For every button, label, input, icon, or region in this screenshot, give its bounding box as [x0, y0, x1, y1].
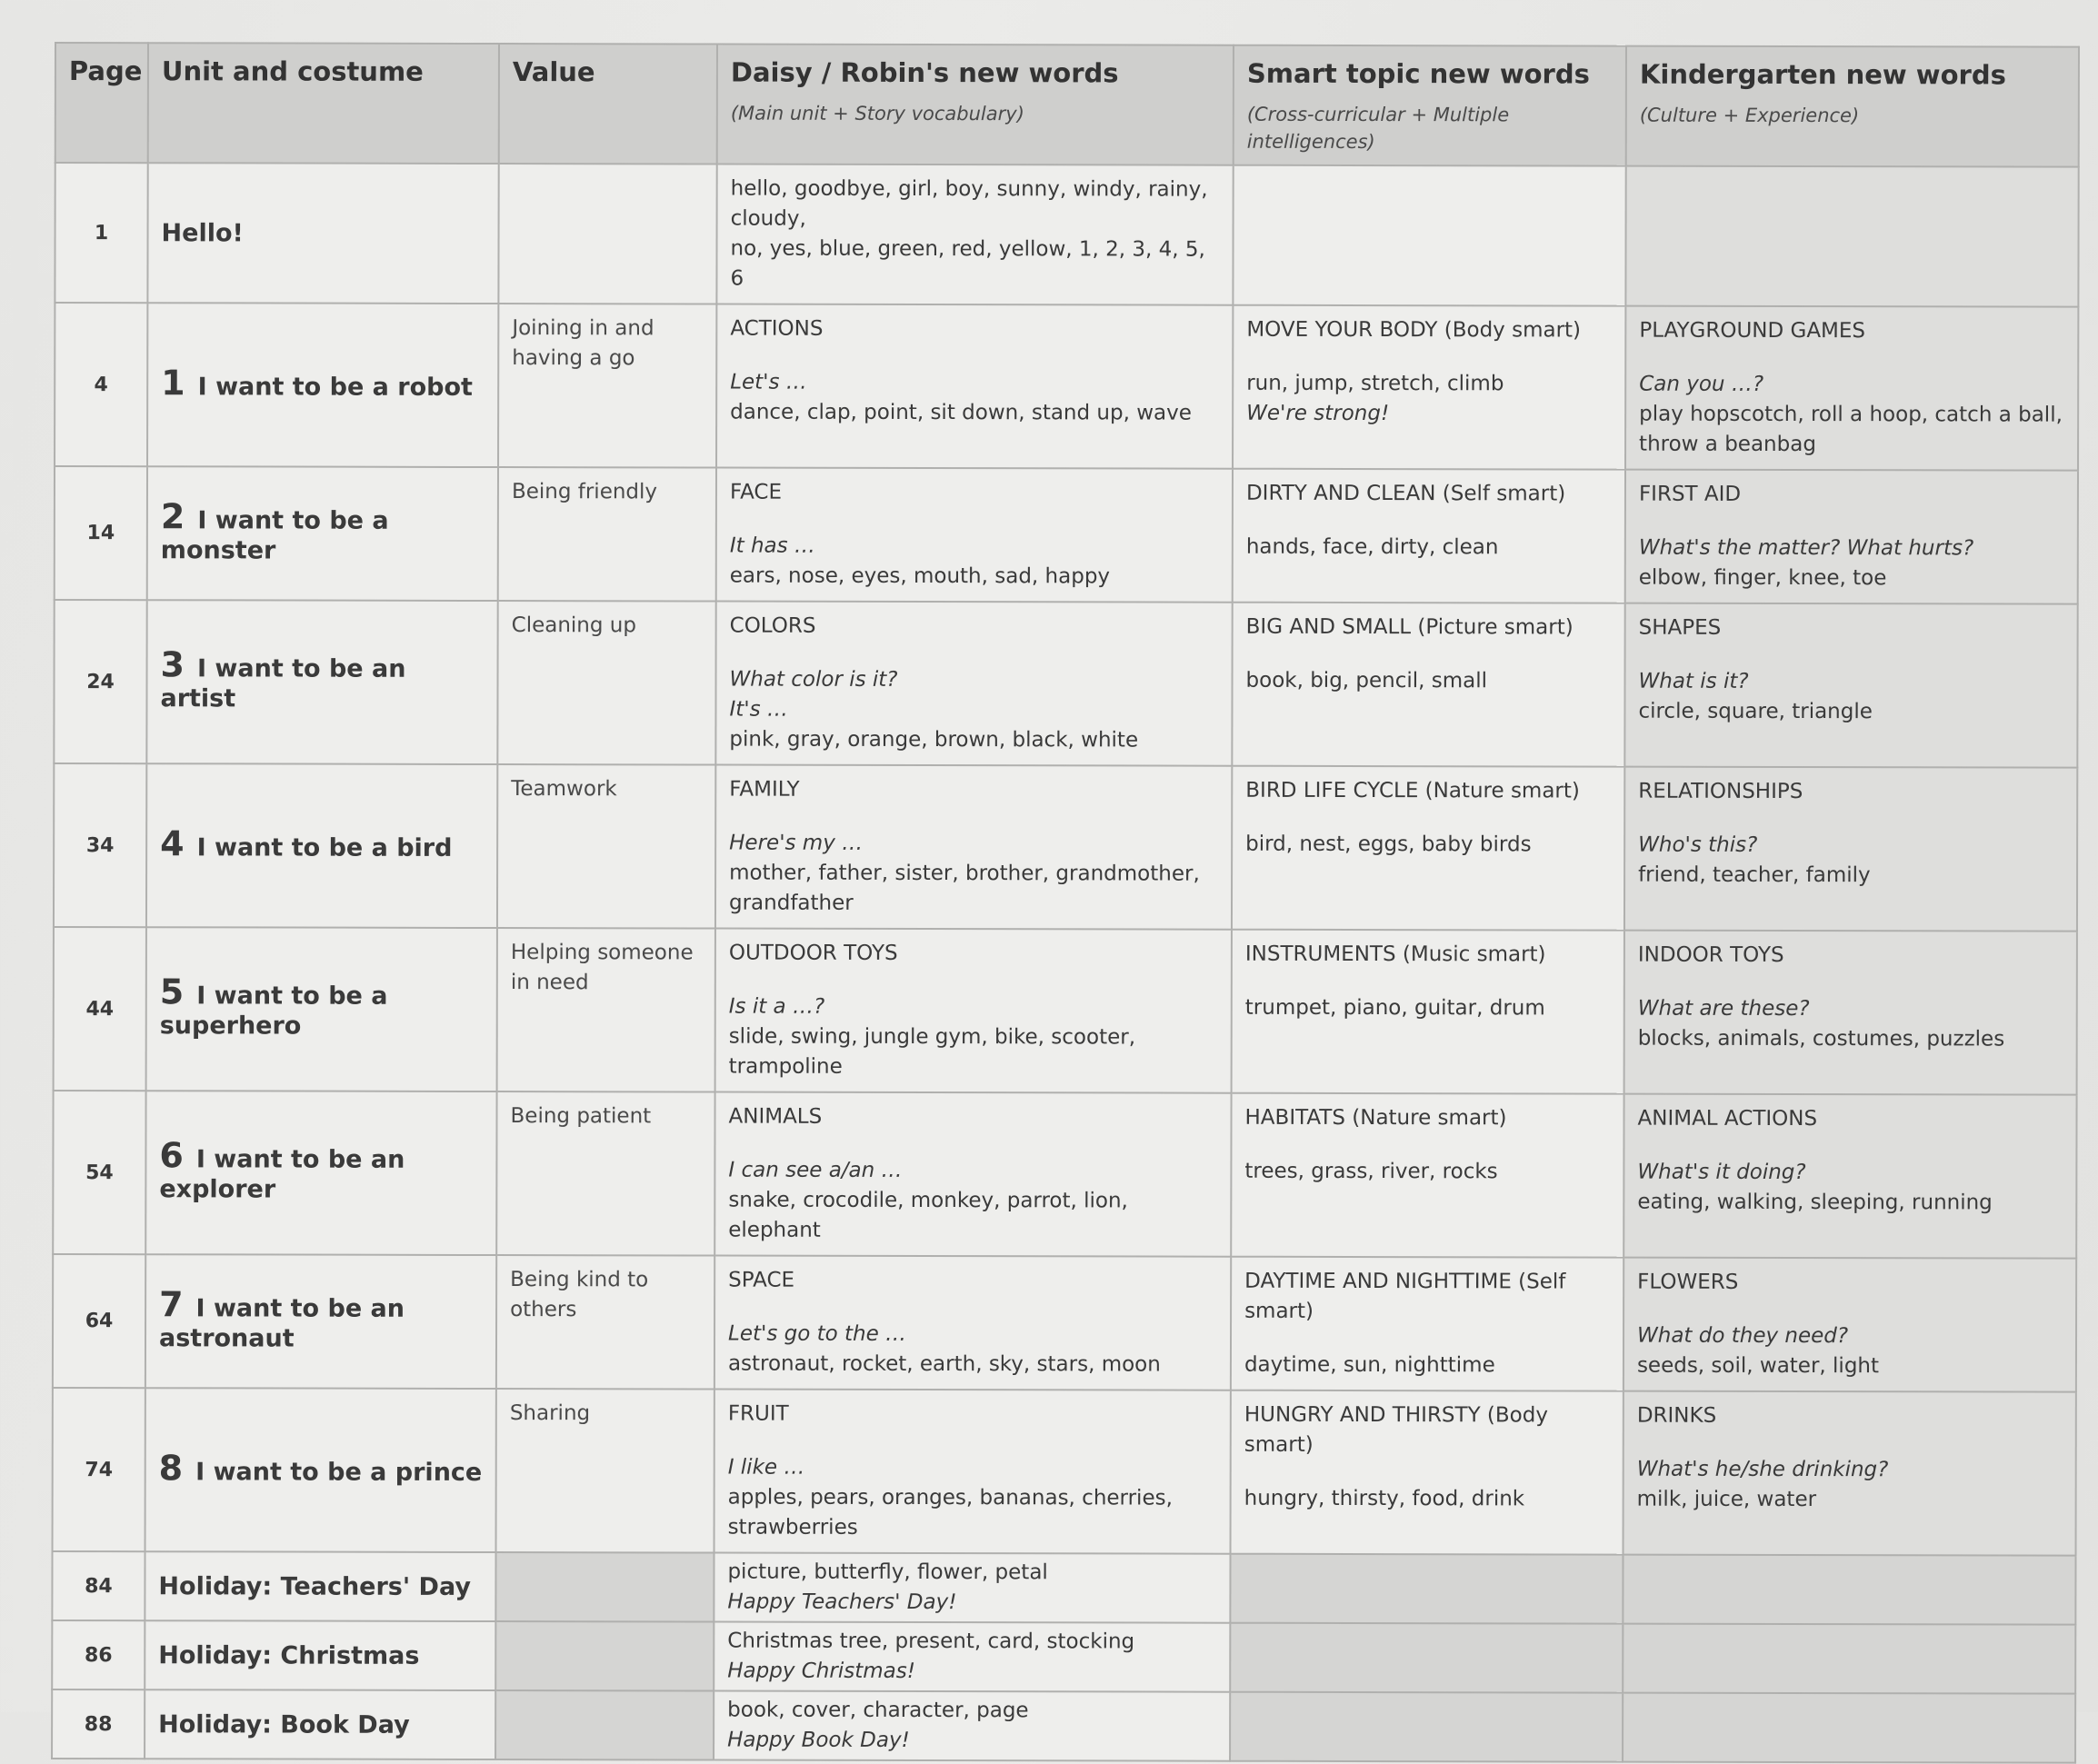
daisy-words-cont: grandfather [728, 891, 854, 915]
header-kinder-sub: (Culture + Experience) [1639, 104, 1860, 127]
daisy-words: hello, goodbye, girl, boy, sunny, windy, rainy, cloudy, [730, 176, 1208, 231]
page-number: 44 [54, 927, 146, 1091]
kinder-words: eating, walking, sleeping, running [1637, 1190, 1993, 1215]
kinder-cell [1625, 166, 2078, 307]
smart-cell [1230, 1692, 1623, 1762]
smart-cell [1233, 165, 1625, 306]
value-text: Teamwork [511, 777, 617, 802]
kinder-topic: FIRST AID [1638, 482, 1742, 506]
value-cell [497, 601, 715, 765]
daisy-words: Christmas tree, present, card, stocking [727, 1629, 1135, 1654]
kinder-words: friend, teacher, family [1638, 862, 1871, 888]
unit-number: 8 [158, 1447, 184, 1488]
smart-topic: HABITATS (Nature smart) [1244, 1105, 1507, 1131]
value-text: Being friendly [511, 480, 658, 504]
header-page [55, 43, 148, 163]
daisy-cell [714, 1092, 1231, 1257]
kinder-words: elbow, finger, knee, toe [1638, 565, 1887, 591]
table-row [54, 763, 2077, 932]
smart-cell [1232, 603, 1624, 767]
page-number: 86 [52, 1620, 145, 1689]
smart-words: run, jump, stretch, climb [1246, 371, 1504, 396]
daisy-phrase: What color is it? [729, 667, 898, 692]
value-cell [496, 1091, 714, 1256]
value-text-cont: having a go [512, 346, 635, 371]
table-row [55, 303, 2078, 471]
daisy-phrase: Let's go to the … [727, 1321, 907, 1346]
smart-cell [1230, 1623, 1623, 1693]
daisy-phrase: I can see a/an … [728, 1158, 903, 1182]
daisy-phrase: Happy Teachers' Day! [727, 1590, 957, 1615]
table-row [55, 466, 2078, 604]
daisy-words: slide, swing, jungle gym, bike, scooter, trampoline [728, 1024, 1136, 1079]
value-text: Being kind to others [510, 1268, 649, 1322]
smart-words: trees, grass, river, rocks [1244, 1159, 1498, 1184]
page-number: 14 [55, 466, 147, 600]
unit-number: 5 [159, 972, 185, 1012]
smart-topic: INSTRUMENTS (Music smart) [1244, 942, 1546, 967]
header-kinder-label: Kindergarten new words [1639, 58, 2006, 91]
unit-title [147, 163, 498, 304]
daisy-cell [714, 1553, 1230, 1623]
daisy-cell [714, 1390, 1231, 1554]
unit-title-text: I want to be an artist [160, 654, 406, 713]
smart-cell [1231, 1390, 1623, 1555]
table-row [52, 1551, 2075, 1625]
unit-title [147, 303, 498, 467]
kinder-words: play hopscotch, roll a hoop, catch a ball, [1639, 402, 2063, 427]
kinder-phrase: Who's this? [1638, 832, 1758, 857]
value-text-cont: in need [510, 971, 589, 995]
kinder-topic: PLAYGROUND GAMES [1639, 318, 1866, 344]
page-number: 4 [55, 303, 147, 466]
table-row [55, 163, 2078, 307]
daisy-phrase: Here's my … [729, 831, 864, 855]
value-cell [495, 1552, 714, 1622]
value-cell [497, 928, 715, 1092]
kinder-words-cont: throw a beanbag [1639, 432, 1816, 457]
daisy-cell [715, 765, 1232, 930]
kinder-cell [1624, 767, 2077, 932]
daisy-words: ears, nose, eyes, mouth, sad, happy [729, 563, 1111, 589]
header-smart-label: Smart topic new words [1246, 57, 1590, 90]
table-row [54, 600, 2077, 768]
value-cell [498, 164, 716, 304]
unit-title-text: I want to be a superhero [159, 982, 388, 1041]
daisy-words: pink, gray, orange, brown, black, white [729, 727, 1139, 752]
smart-words: daytime, sun, nighttime [1244, 1352, 1495, 1378]
kinder-topic: RELATIONSHIPS [1638, 779, 1803, 804]
value-text: Sharing [509, 1401, 591, 1426]
value-text: Joining in and [512, 316, 654, 341]
kinder-words: milk, juice, water [1636, 1487, 1817, 1512]
unit-title [145, 1620, 495, 1690]
kinder-phrase: What is it? [1638, 669, 1749, 693]
kinder-cell [1623, 1094, 2076, 1259]
smart-cell [1233, 469, 1625, 603]
header-unit [148, 43, 499, 164]
smart-cell [1231, 1093, 1623, 1258]
unit-title-text: I want to be a bird [196, 832, 453, 862]
header-smart-sub: (Cross-curricular + Multiple intelligences) [1246, 103, 1510, 154]
table-row [53, 1091, 2076, 1259]
value-cell [496, 1255, 714, 1390]
daisy-cell [714, 1622, 1230, 1692]
kinder-words: circle, square, triangle [1638, 699, 1873, 724]
daisy-topic: OUTDOOR TOYS [728, 941, 898, 965]
page-number: 84 [52, 1551, 145, 1620]
table-row [52, 1689, 2075, 1763]
table-row [52, 1620, 2075, 1694]
unit-title-text: Holiday: Teachers' Day [158, 1571, 472, 1601]
value-cell [497, 764, 715, 929]
unit-title [145, 1091, 496, 1255]
kinder-topic: INDOOR TOYS [1637, 942, 1784, 967]
page-number: 88 [52, 1689, 145, 1759]
unit-number: 7 [159, 1283, 184, 1324]
smart-topic: DIRTY AND CLEAN (Self smart) [1245, 481, 1566, 506]
daisy-words: astronaut, rocket, earth, sky, stars, moon [727, 1351, 1161, 1377]
daisy-topic: ANIMALS [728, 1104, 823, 1129]
smart-cell [1232, 930, 1624, 1094]
header-smart [1234, 45, 1626, 166]
header-page-label: Page [68, 55, 143, 87]
value-text: Helping someone [510, 941, 694, 965]
daisy-words: mother, father, sister, brother, grandmother, [729, 861, 1200, 886]
smart-words: trumpet, piano, guitar, drum [1244, 995, 1545, 1021]
daisy-topic: FRUIT [727, 1401, 789, 1426]
table-row [54, 927, 2077, 1095]
header-value-label: Value [512, 56, 595, 88]
unit-title [145, 1388, 496, 1552]
daisy-topic: ACTIONS [730, 316, 824, 341]
daisy-words: picture, butterfly, flower, petal [727, 1560, 1048, 1585]
smart-cell [1231, 1257, 1623, 1391]
daisy-cell [716, 468, 1233, 603]
smart-topic: HUNGRY AND THIRSTY (Body smart) [1244, 1402, 1549, 1457]
unit-title [145, 1551, 495, 1621]
unit-title [147, 466, 498, 601]
daisy-phrase: Happy Book Day! [727, 1728, 910, 1752]
unit-title-text: I want to be a robot [197, 372, 474, 402]
kinder-phrase: What's he/she drinking? [1636, 1457, 1889, 1482]
header-value [499, 44, 717, 164]
kinder-topic: FLOWERS [1637, 1270, 1739, 1294]
kinder-words: seeds, soil, water, light [1636, 1353, 1880, 1379]
daisy-words-cont: no, yes, blue, green, red, yellow, 1, 2, 3, 4, 5, 6 [730, 236, 1205, 291]
unit-number: 2 [160, 495, 185, 536]
daisy-phrase: I like … [727, 1455, 805, 1480]
value-cell [495, 1621, 714, 1691]
value-cell [498, 304, 716, 468]
kinder-phrase: What are these? [1637, 996, 1810, 1022]
header-kinder [1626, 46, 2079, 167]
kinder-topic: SHAPES [1638, 615, 1722, 640]
daisy-phrase: Let's … [730, 370, 807, 394]
kinder-cell [1623, 1693, 2075, 1763]
unit-title [146, 927, 497, 1091]
daisy-words: book, cover, character, page [727, 1698, 1029, 1723]
contents-sheet [52, 42, 2078, 1752]
daisy-words-cont: strawberries [727, 1515, 858, 1540]
daisy-cell [714, 1691, 1230, 1761]
unit-title-text: I want to be a monster [160, 505, 389, 565]
daisy-words: dance, clap, point, sit down, stand up, wave [730, 400, 1192, 425]
page-number: 74 [53, 1388, 145, 1551]
smart-topic: DAYTIME AND NIGHTTIME (Self smart) [1244, 1269, 1566, 1323]
kinder-topic: ANIMAL ACTIONS [1637, 1106, 1818, 1131]
daisy-topic: SPACE [728, 1268, 795, 1292]
kinder-topic: DRINKS [1636, 1403, 1717, 1428]
unit-title-text: I want to be an explorer [159, 1145, 405, 1204]
value-cell [496, 1389, 714, 1553]
kinder-phrase: Can you …? [1639, 372, 1764, 396]
value-text: Cleaning up [511, 613, 637, 638]
unit-title-text: Holiday: Christmas [158, 1640, 420, 1670]
daisy-phrase: Happy Christmas! [727, 1659, 915, 1683]
table-row [53, 1254, 2076, 1392]
daisy-cell [715, 602, 1232, 766]
kinder-cell [1623, 1391, 2076, 1556]
scope-and-sequence-table [51, 42, 2080, 1764]
unit-number: 3 [160, 644, 185, 685]
unit-title-text: Hello! [161, 218, 244, 247]
value-cell [495, 1690, 714, 1760]
kinder-phrase: What's it doing? [1637, 1160, 1806, 1185]
smart-phrase: We're strong! [1246, 401, 1390, 426]
smart-words: hands, face, dirty, clean [1245, 534, 1499, 560]
kinder-cell [1623, 1258, 2076, 1392]
kinder-cell [1624, 603, 2077, 768]
header-daisy [717, 45, 1234, 165]
unit-title [146, 600, 497, 764]
value-text: Being patient [510, 1104, 652, 1129]
unit-number: 4 [160, 822, 185, 863]
table-row [53, 1388, 2076, 1556]
daisy-cell [716, 164, 1233, 305]
kinder-cell [1625, 470, 2078, 604]
smart-words: bird, nest, eggs, baby birds [1245, 832, 1532, 857]
daisy-phrase-2: It's … [729, 697, 788, 722]
smart-topic: BIG AND SMALL (Picture smart) [1245, 614, 1574, 640]
daisy-words: apples, pears, oranges, bananas, cherries, [727, 1485, 1173, 1510]
kinder-words: blocks, animals, costumes, puzzles [1637, 1026, 2005, 1051]
header-row [55, 43, 2079, 167]
unit-title [145, 1689, 495, 1759]
smart-cell [1232, 766, 1624, 931]
kinder-cell [1623, 1624, 2075, 1694]
kinder-cell [1625, 306, 2078, 471]
page-number: 24 [54, 600, 146, 763]
daisy-cell [715, 929, 1232, 1093]
kinder-cell [1624, 931, 2077, 1095]
header-unit-label: Unit and costume [161, 55, 424, 87]
smart-words: book, big, pencil, small [1245, 668, 1488, 693]
daisy-topic: FAMILY [729, 777, 800, 802]
kinder-phrase: What's the matter? What hurts? [1638, 535, 1974, 561]
page-number: 34 [54, 763, 146, 927]
header-daisy-label: Daisy / Robin's new words [730, 56, 1119, 89]
smart-topic: BIRD LIFE CYCLE (Nature smart) [1245, 778, 1580, 803]
daisy-phrase: Is it a …? [728, 994, 825, 1019]
smart-topic: MOVE YOUR BODY (Body smart) [1246, 317, 1582, 343]
unit-number: 1 [161, 362, 185, 403]
page-number: 54 [53, 1091, 145, 1254]
daisy-topic: COLORS [729, 613, 816, 638]
page-number: 1 [55, 163, 147, 303]
unit-title [146, 763, 497, 928]
page-number: 64 [53, 1254, 145, 1388]
kinder-phrase: What do they need? [1636, 1323, 1849, 1349]
daisy-phrase: It has … [729, 533, 815, 558]
smart-cell [1230, 1554, 1623, 1624]
daisy-cell [716, 304, 1233, 469]
value-cell [498, 467, 716, 602]
unit-title-text: Holiday: Book Day [158, 1709, 410, 1739]
kinder-cell [1623, 1555, 2075, 1625]
unit-title-text: I want to be a prince [195, 1457, 483, 1487]
unit-title-text: I want to be an astronaut [158, 1293, 405, 1353]
unit-number: 6 [159, 1135, 184, 1176]
header-daisy-sub: (Main unit + Story vocabulary) [730, 102, 1024, 125]
smart-cell [1233, 305, 1625, 470]
daisy-topic: FACE [729, 480, 783, 504]
daisy-cell [714, 1256, 1231, 1390]
smart-words: hungry, thirsty, food, drink [1244, 1486, 1525, 1511]
daisy-words: snake, crocodile, monkey, parrot, lion, elephant [728, 1188, 1128, 1242]
unit-title [145, 1254, 496, 1389]
